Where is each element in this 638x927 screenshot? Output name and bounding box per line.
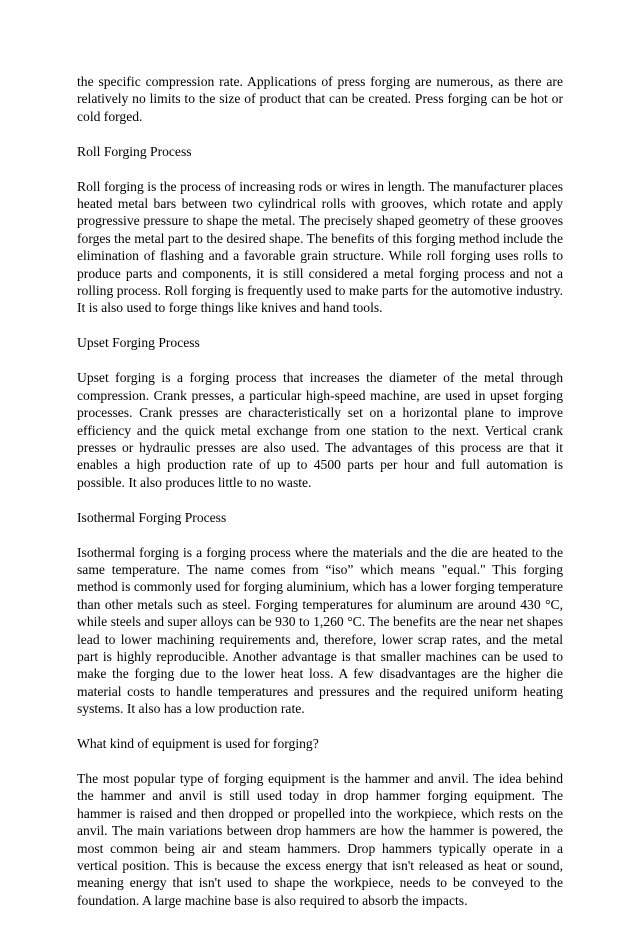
paragraph-upset-forging: Upset forging is a forging process that increases the diameter of the metal through compression. Crank presses, a particular high-speed machine, are used in upset forging processes. Crank presses are characteristically set on a horizontal plane to improve efficiency and the quick metal exchange from one station to the next. Vertical crank presses or hydraulic presses are also used. The advantages of this process are that it enables a high production rate of up to 4500 parts per hour and full automation is possible. It also produces little to no waste. [77,370,563,490]
paragraph-press-forging-continued: the specific compression rate. Applications of press forging are numerous, as there are relatively no limits to the size of product that can be created. Press forging can be hot or cold forged. [77,74,563,124]
heading-roll-forging: Roll Forging Process [77,143,192,159]
document-page [77,73,563,927]
paragraph-roll-forging: Roll forging is the process of increasing rods or wires in length. The manufacturer places heated metal bars between two cylindrical rolls with grooves, which rotate and apply progressive pressure to shape the metal. The precisely shaped geometry of these grooves forges the metal part to the desired shape. The benefits of this forging method include the elimination of flashing and a favorable grain structure. While roll forging uses rolls to produce parts and components, it is still considered a metal forging process and not a rolling process. Roll forging is frequently used to make parts for the automotive industry. It is also used to forge things like knives and hand tools. [77,178,563,316]
paragraph-isothermal-forging: Isothermal forging is a forging process where the materials and the die are heated to the same temperature. The name comes from “iso” which means "equal." This forging method is commonly used for forging aluminium, which has a lower forging temperature than other metals such as steel. Forging temperatures for aluminum are around 430 °C, while steels and super alloys can be 930 to 1,260 °C. The benefits are the near net shapes lead to lower machining requirements and, therefore, lower scrap rates, and the metal part is highly reproducible. Another advantage is that smaller machines can be used to make the forging due to the lower heat loss. A few disadvantages are the higher die material costs to handle temperatures and pressures and the required uniform heating systems. It also has a low production rate. [77,544,563,717]
paragraph-forging-equipment: The most popular type of forging equipment is the hammer and anvil. The idea behind the hammer and anvil is still used today in drop hammer forging equipment. The hammer is raised and then dropped or propelled into the workpiece, which rests on the anvil. The main variations between drop hammers are how the hammer is powered, the most common being air and steam hammers. Drop hammers typically operate in a vertical position. This is because the excess energy that isn't released as heat or sound, meaning energy that isn't used to shape the workpiece, needs to be conveyed to the foundation. A large machine base is also required to absorb the impacts. [77,771,563,908]
heading-isothermal-forging: Isothermal Forging Process [77,509,227,525]
heading-upset-forging: Upset Forging Process [77,335,200,351]
heading-forging-equipment: What kind of equipment is used for forging? [77,736,319,752]
